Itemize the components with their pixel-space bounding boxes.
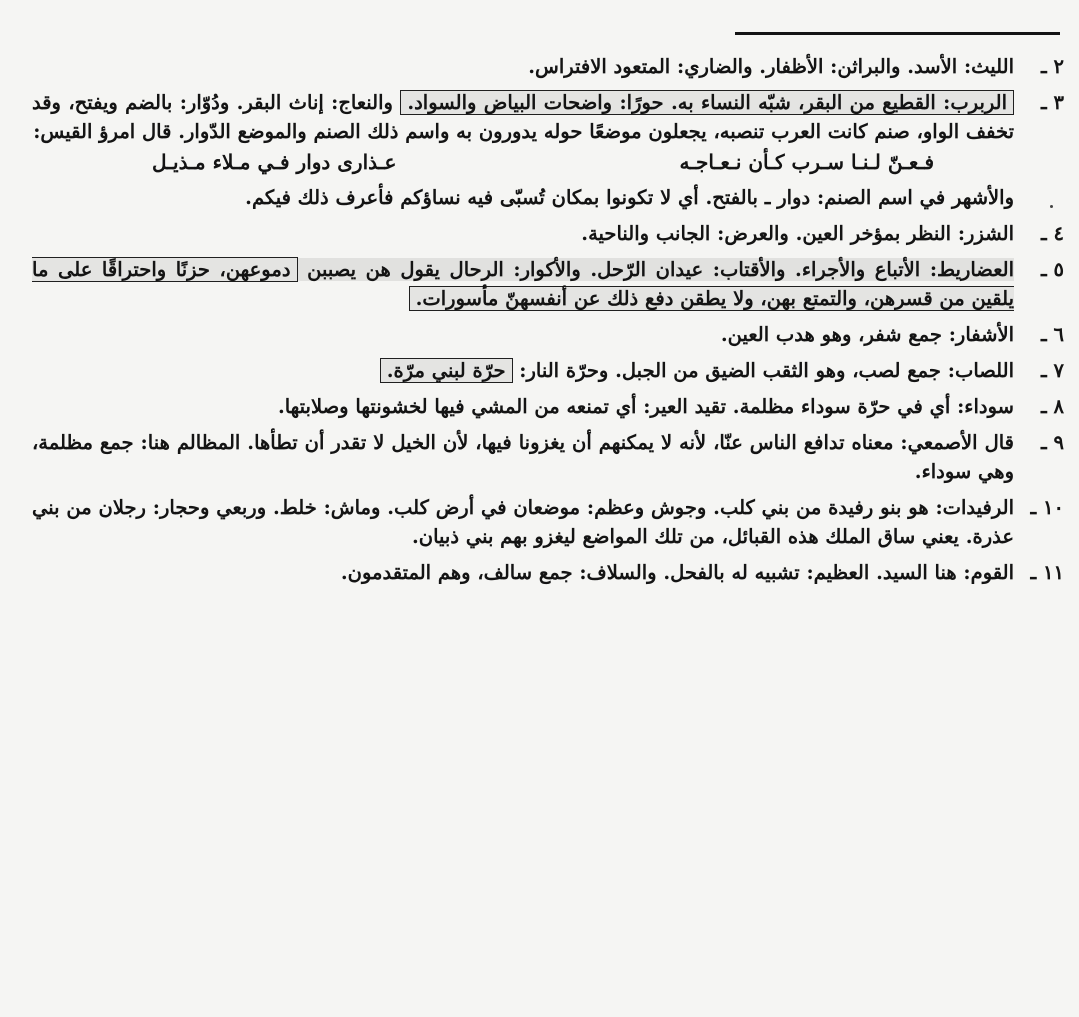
poem-verse — [32, 148, 1014, 177]
note-text: الشزر: النظر بمؤخر العين. والعرض: الجانب والناحية. — [581, 222, 1014, 245]
note-number: ٦ ـ — [1041, 323, 1064, 346]
note-text-lead: اللصاب: جمع لصب، وهو الثقب الضيق من الجبل. وحرّة النار: — [512, 359, 1014, 382]
note-text: الرفيدات: هو بنو رفيدة من بني كلب. وجوش وعظم: موضعان في أرض كلب. وماش: خلط. وربعي وحجار: رجلان من بني عذرة. يعني ساق الملك هذه القبائل، من تلك المواضع ليغزو بهم بني ذبيان. — [32, 496, 1014, 548]
note-number: ١١ ـ — [1030, 561, 1064, 584]
note-5 — [32, 255, 1064, 313]
note-9 — [32, 428, 1064, 486]
note-4 — [32, 219, 1064, 248]
note-2 — [32, 52, 1064, 81]
note-number: ٩ ـ — [1041, 431, 1064, 454]
note-number: ٨ ـ — [1041, 395, 1064, 418]
note-text: الأشفار: جمع شفر، وهو هدب العين. — [720, 323, 1014, 346]
note-text — [32, 255, 1014, 313]
note-text: سوداء: أي في حرّة سوداء مظلمة. تقيد العير: أي تمنعه من المشي فيها لخشونتها وصلابتها. — [277, 395, 1014, 418]
boxed-highlight: دموعهن، حزنًا واحتراقًا على ما يلقين من قسرهن، والتمتع بهن، ولا يطقن دفع ذلك عن أنفسهنّ مأسورات. — [32, 258, 1014, 310]
note-number: ٧ ـ — [1041, 359, 1064, 382]
verse-first-hemistich: فـعـنّ لـنـا سـرب كـأن نـعـاجـه — [679, 150, 934, 174]
boxed-highlight: حرّة لبني مرّة. — [380, 358, 513, 383]
note-6 — [32, 320, 1064, 349]
note-number: ٢ ـ — [1041, 55, 1064, 78]
note-text: القوم: هنا السيد. العظيم: تشبيه له بالفحل. والسلاف: جمع سالف، وهم المتقدمون. — [340, 561, 1014, 584]
note-number: ٥ ـ — [1041, 258, 1064, 281]
note-number: ٤ ـ — [1041, 222, 1064, 245]
note-text-lead: العضاريط: الأتباع والأجراء. والأقتاب: عيدان الرّحل. والأكوار: الرحال يقول هن يصببن — [297, 258, 1014, 281]
boxed-highlight: الربرب: القطيع من البقر، شبّه النساء به. حورًا: واضحات البياض والسواد. — [400, 90, 1014, 115]
note-11 — [32, 558, 1064, 587]
note-7 — [32, 356, 1064, 385]
note-10 — [32, 493, 1064, 551]
note-text: الليث: الأسد. والبراثن: الأظفار. والضاري: المتعود الافتراس. — [528, 55, 1014, 78]
note-text-rest: والنعاج: إناث البقر. ودُوّار: بالضم ويفتح، وقد تخفف الواو، صنم كانت العرب تنصبه، يجعلون موضعًا حوله يدورون به واسم ذلك الصنم والموضع الدّوار. قال امرؤ القيس: — [32, 91, 1014, 143]
note-number: ٣ ـ — [1041, 91, 1064, 114]
footnotes-page — [32, 52, 1064, 594]
note-text: قال الأصمعي: معناه تدافع الناس عنّا، لأنه لا يمكنهم أن يغزونا فيها، لأن الخيل لا تقدر أن تطأها. المظالم هنا: جمع مظلمة، وهي سوداء. — [32, 431, 1014, 483]
top-rule — [735, 32, 1060, 35]
note-text-after-verse: والأشهر في اسم الصنم: دوار ـ بالفتح. أي لا تكونوا بمكان تُسبّى فيه نساؤكم فأعرف ذلك فيكم. — [245, 186, 1014, 209]
verse-second-hemistich: عـذارى دوار فـي مـلاء مـذيـل — [152, 150, 397, 174]
note-3 — [32, 88, 1064, 212]
note-number: ١٠ ـ — [1030, 496, 1064, 519]
note-text — [32, 88, 1014, 146]
note-8 — [32, 392, 1064, 421]
note-text — [32, 356, 1014, 385]
